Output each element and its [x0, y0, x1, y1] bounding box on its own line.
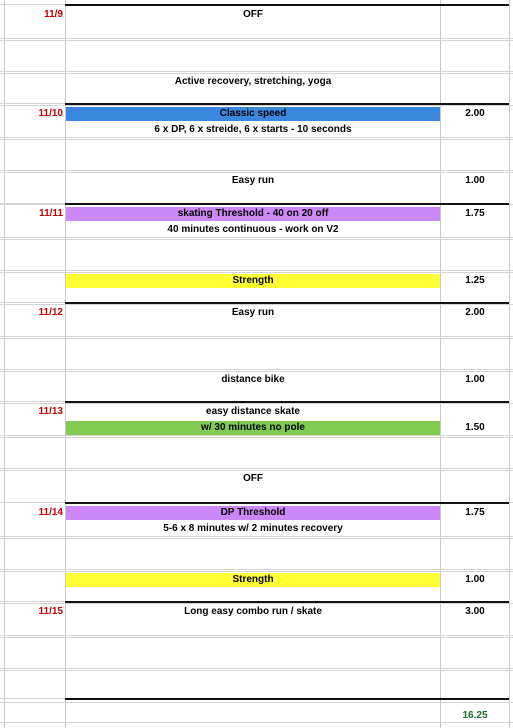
hours-cell[interactable]: 1.75: [465, 208, 485, 219]
day-separator: [65, 698, 509, 700]
row-divider: [0, 172, 513, 173]
row-divider: [0, 237, 513, 238]
activity-cell[interactable]: [66, 107, 440, 121]
row-divider: [0, 702, 513, 703]
activity-label: Active recovery, stretching, yoga: [174, 76, 332, 87]
row-divider: [0, 40, 513, 41]
activity-label: DP Threshold: [220, 507, 286, 518]
day-date: 11/13: [38, 406, 63, 417]
row-divider: [0, 302, 65, 303]
activity-note: 40 minutes continuous - work on V2: [167, 224, 339, 235]
row-divider: [0, 304, 513, 305]
hours-cell[interactable]: 1.25: [465, 275, 485, 286]
activity-note: 6 x DP, 6 x streide, 6 x starts - 10 seconds: [154, 124, 352, 135]
day-separator: [65, 601, 509, 603]
activity-cell[interactable]: [66, 75, 440, 89]
day-separator: [65, 103, 509, 105]
activity-label: Easy run: [231, 307, 275, 318]
activity-label: OFF: [243, 473, 263, 484]
row-divider: [0, 336, 513, 337]
activity-cell[interactable]: [66, 274, 440, 288]
row-divider: [0, 272, 513, 273]
activity-cell[interactable]: [66, 573, 440, 587]
row-divider: [0, 239, 513, 240]
row-divider: [0, 137, 513, 138]
activity-label: easy distance skate: [206, 406, 300, 417]
row-divider: [0, 437, 513, 438]
activity-cell[interactable]: [66, 8, 440, 22]
column-divider: [509, 0, 510, 728]
day-date: 11/9: [44, 9, 63, 20]
hours-cell[interactable]: 2.00: [465, 307, 485, 318]
day-date: 11/11: [39, 208, 63, 219]
row-divider: [0, 569, 513, 570]
activity-label: Strength: [232, 574, 274, 585]
day-separator: [65, 203, 509, 205]
row-divider: [0, 637, 513, 638]
hours-cell[interactable]: 1.00: [465, 175, 485, 186]
activity-cell[interactable]: [66, 506, 440, 520]
activity-label: Long easy combo run / skate: [184, 606, 322, 617]
total-hours: 16.25: [462, 710, 488, 721]
activity-label: distance bike: [221, 374, 285, 385]
row-divider: [0, 105, 513, 106]
row-divider: [0, 371, 513, 372]
row-divider: [0, 170, 513, 171]
day-separator: [65, 401, 509, 403]
activity-cell[interactable]: [66, 174, 440, 188]
day-date: 11/10: [38, 108, 63, 119]
row-divider: [0, 139, 513, 140]
row-divider: [0, 538, 513, 539]
day-date: 11/15: [38, 606, 63, 617]
hours-cell[interactable]: 1.00: [465, 374, 485, 385]
row-divider: [0, 73, 513, 74]
activity-cell[interactable]: [66, 306, 440, 320]
activity-label: OFF: [243, 9, 263, 20]
row-divider: [0, 401, 65, 402]
row-divider: [0, 203, 65, 204]
row-divider: [0, 38, 513, 39]
row-divider: [0, 468, 513, 469]
row-divider: [0, 536, 513, 537]
hours-cell[interactable]: 1.00: [465, 574, 485, 585]
row-divider: [0, 603, 513, 604]
day-separator: [65, 502, 509, 504]
activity-label: Easy run: [231, 175, 275, 186]
day-separator: [65, 4, 509, 6]
row-divider: [0, 601, 65, 602]
row-divider: [0, 668, 513, 669]
activity-label: Classic speed: [219, 108, 287, 119]
row-divider: [0, 435, 513, 436]
activity-label: skating Threshold - 40 on 20 off: [177, 208, 329, 219]
activity-note-cell[interactable]: [66, 223, 440, 237]
activity-cell[interactable]: [66, 472, 440, 486]
row-divider: [0, 338, 513, 339]
day-date: 11/14: [38, 507, 63, 518]
activity-note-cell[interactable]: [66, 123, 440, 137]
day-date: 11/12: [38, 307, 63, 318]
row-divider: [0, 670, 513, 671]
row-divider: [0, 722, 513, 723]
activity-cell[interactable]: [66, 373, 440, 387]
activity-note-cell[interactable]: [66, 421, 440, 435]
activity-note: w/ 30 minutes no pole: [201, 422, 305, 433]
row-divider: [0, 270, 513, 271]
row-divider: [0, 635, 513, 636]
row-divider: [0, 470, 513, 471]
hours-cell[interactable]: 2.00: [465, 108, 485, 119]
row-divider: [0, 502, 65, 503]
activity-label: Strength: [232, 275, 274, 286]
activity-cell[interactable]: [66, 605, 440, 619]
activity-note: 5-6 x 8 minutes w/ 2 minutes recovery: [163, 523, 343, 534]
hours-cell[interactable]: 1.75: [465, 507, 485, 518]
row-divider: [0, 4, 65, 5]
row-divider: [0, 698, 65, 699]
activity-cell[interactable]: [66, 207, 440, 221]
row-divider: [0, 71, 513, 72]
row-divider: [0, 103, 65, 104]
hours-cell[interactable]: 1.50: [465, 422, 485, 433]
row-divider: [0, 571, 513, 572]
row-divider: [0, 369, 513, 370]
day-separator: [65, 302, 509, 304]
row-divider: [0, 403, 513, 404]
hours-cell[interactable]: 3.00: [465, 606, 485, 617]
activity-cell[interactable]: [66, 405, 440, 419]
activity-note-cell[interactable]: [66, 522, 440, 536]
